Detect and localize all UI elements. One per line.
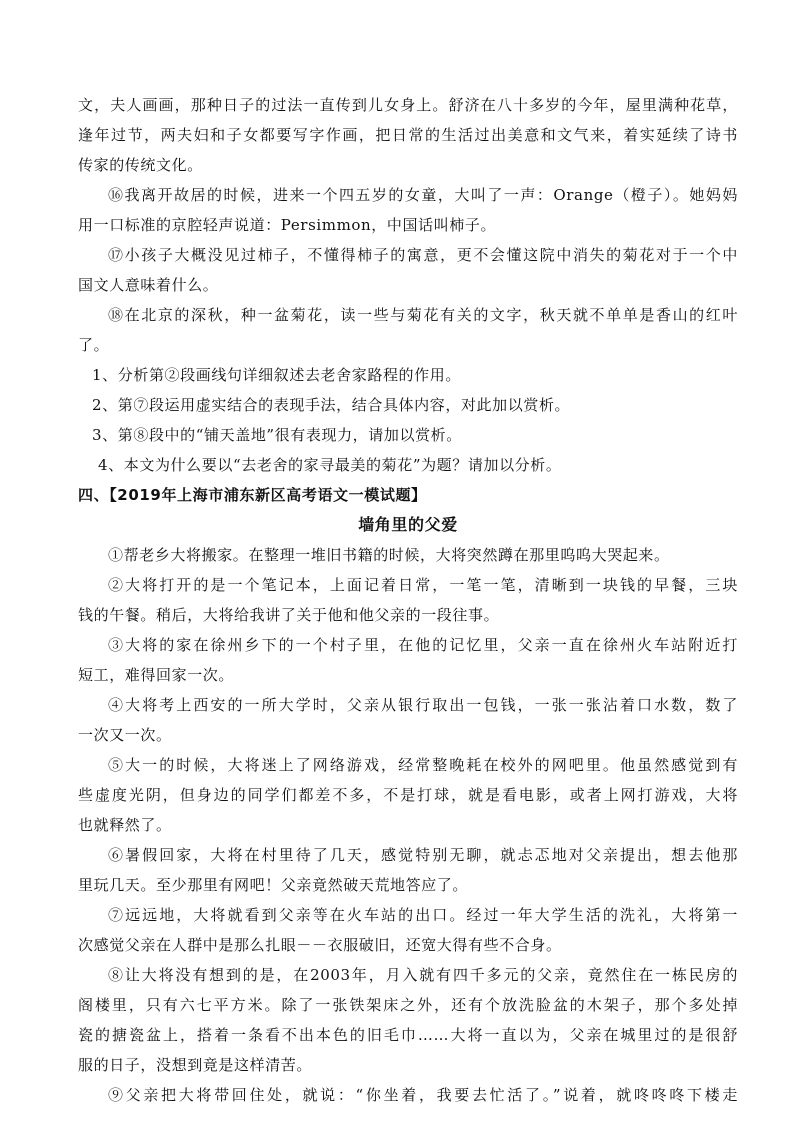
article-paragraph-8: ⑧让大将没有想到的是，在2003年，月入就有四千多元的父亲，竟然住在一栋民房的 xyxy=(108,966,738,984)
article-paragraph-3: 短工，难得回家一次。 xyxy=(78,666,235,684)
article-paragraph-2: 钱的午餐。稍后，大将给我讲了关于他和他父亲的一段往事。 xyxy=(78,606,500,624)
intro-line: 文，夫人画画，那种日子的过法一直传到儿女身上。舒济在八十多岁的今年，屋里满种花草， xyxy=(78,96,738,114)
article-paragraph-2: ②大将打开的是一个笔记本，上面记着日常，一笔一笔，清晰到一块钱的早餐，三块 xyxy=(108,576,738,594)
article-paragraph-6: ⑥暑假回家，大将在村里待了几天，感觉特别无聊，就忐忑地对父亲提出，想去他那 xyxy=(108,846,738,864)
article-paragraph-7: ⑦远远地，大将就看到父亲等在火车站的出口。经过一年大学生活的洗礼，大将第一 xyxy=(108,906,738,924)
paragraph-18-line: ⑱在北京的深秋，种一盆菊花，读一些与菊花有关的文字，秋天就不单单是香山的红叶 xyxy=(108,306,738,324)
article-paragraph-5: ⑤大一的时候，大将迷上了网络游戏，经常整晚耗在校外的网吧里。他虽然感觉到有 xyxy=(108,756,738,774)
article-paragraph-5: 些虚度光阴，但身边的同学们都差不多，不是打球，就是看电影，或者上网打游戏，大将 xyxy=(78,786,738,804)
intro-line: 传家的传统文化。 xyxy=(78,156,203,174)
question-1: 1、分析第②段画线句详细叙述去老舍家路程的作用。 xyxy=(92,366,461,384)
article-paragraph-3: ③大将的家在徐州乡下的一个村子里，在他的记忆里，父亲一直在徐州火车站附近打 xyxy=(108,636,738,654)
paragraph-17-line: 国文人意味着什么。 xyxy=(78,276,219,294)
question-2: 2、第⑦段运用虚实结合的表现手法，结合具体内容，对此加以赏析。 xyxy=(92,396,571,414)
paragraph-18-line: 了。 xyxy=(78,336,110,354)
article-paragraph-1: ①帮老乡大将搬家。在整理一堆旧书籍的时候，大将突然蹲在那里呜呜大哭起来。 xyxy=(108,546,670,564)
article-paragraph-8: 阁楼里，只有六七平方米。除了一张铁架床之外，还有个放洗脸盆的木架子，那个多处掉 xyxy=(78,996,738,1014)
intro-line: 逢年过节，两夫妇和子女都要写字作画，把日常的生活过出美意和文气来，着实延续了诗书 xyxy=(78,126,738,144)
question-3: 3、第⑧段中的“铺天盖地”很有表现力，请加以赏析。 xyxy=(92,426,462,444)
question-4: 4、本文为什么要以“去老舍的家寻最美的菊花”为题？请加以分析。 xyxy=(98,456,562,474)
paragraph-16-line: ⑯我离开故居的时候，进来一个四五岁的女童，大叫了一声：Orange（橙子）。她妈妈 xyxy=(108,186,738,204)
paragraph-17-line: ⑰小孩子大概没见过柿子，不懂得柿子的寓意，更不会懂这院中消失的菊花对于一个中 xyxy=(108,246,738,264)
article-paragraph-9: ⑨父亲把大将带回住处，就说：“你坐着，我要去忙活了。”说着，就咚咚咚下楼走 xyxy=(108,1086,738,1104)
document-page xyxy=(78,90,738,1110)
article-paragraph-7: 次感觉父亲在人群中是那么扎眼－－衣服破旧，还宽大得有些不合身。 xyxy=(78,936,562,954)
paragraph-16-line: 用一口标准的京腔轻声说道：Persimmon，中国话叫柿子。 xyxy=(78,216,497,234)
article-title: 墙角里的父爱 xyxy=(358,515,458,534)
article-paragraph-6: 里玩几天。至少那里有网吧！父亲竟然破天荒地答应了。 xyxy=(78,876,469,894)
article-paragraph-4: ④大将考上西安的一所大学时，父亲从银行取出一包钱，一张一张沾着口水数，数了 xyxy=(108,696,738,714)
section-heading: 四、【2019年上海市浦东新区高考语文一模试题】 xyxy=(78,486,427,504)
article-paragraph-8: 瓷的搪瓷盆上，搭着一条看不出本色的旧毛巾……大将一直以为，父亲在城里过的是很舒 xyxy=(78,1026,738,1044)
article-paragraph-5: 也就释然了。 xyxy=(78,816,172,834)
article-paragraph-8: 服的日子，没想到竟是这样清苦。 xyxy=(78,1056,313,1074)
article-paragraph-4: 一次又一次。 xyxy=(78,726,172,744)
